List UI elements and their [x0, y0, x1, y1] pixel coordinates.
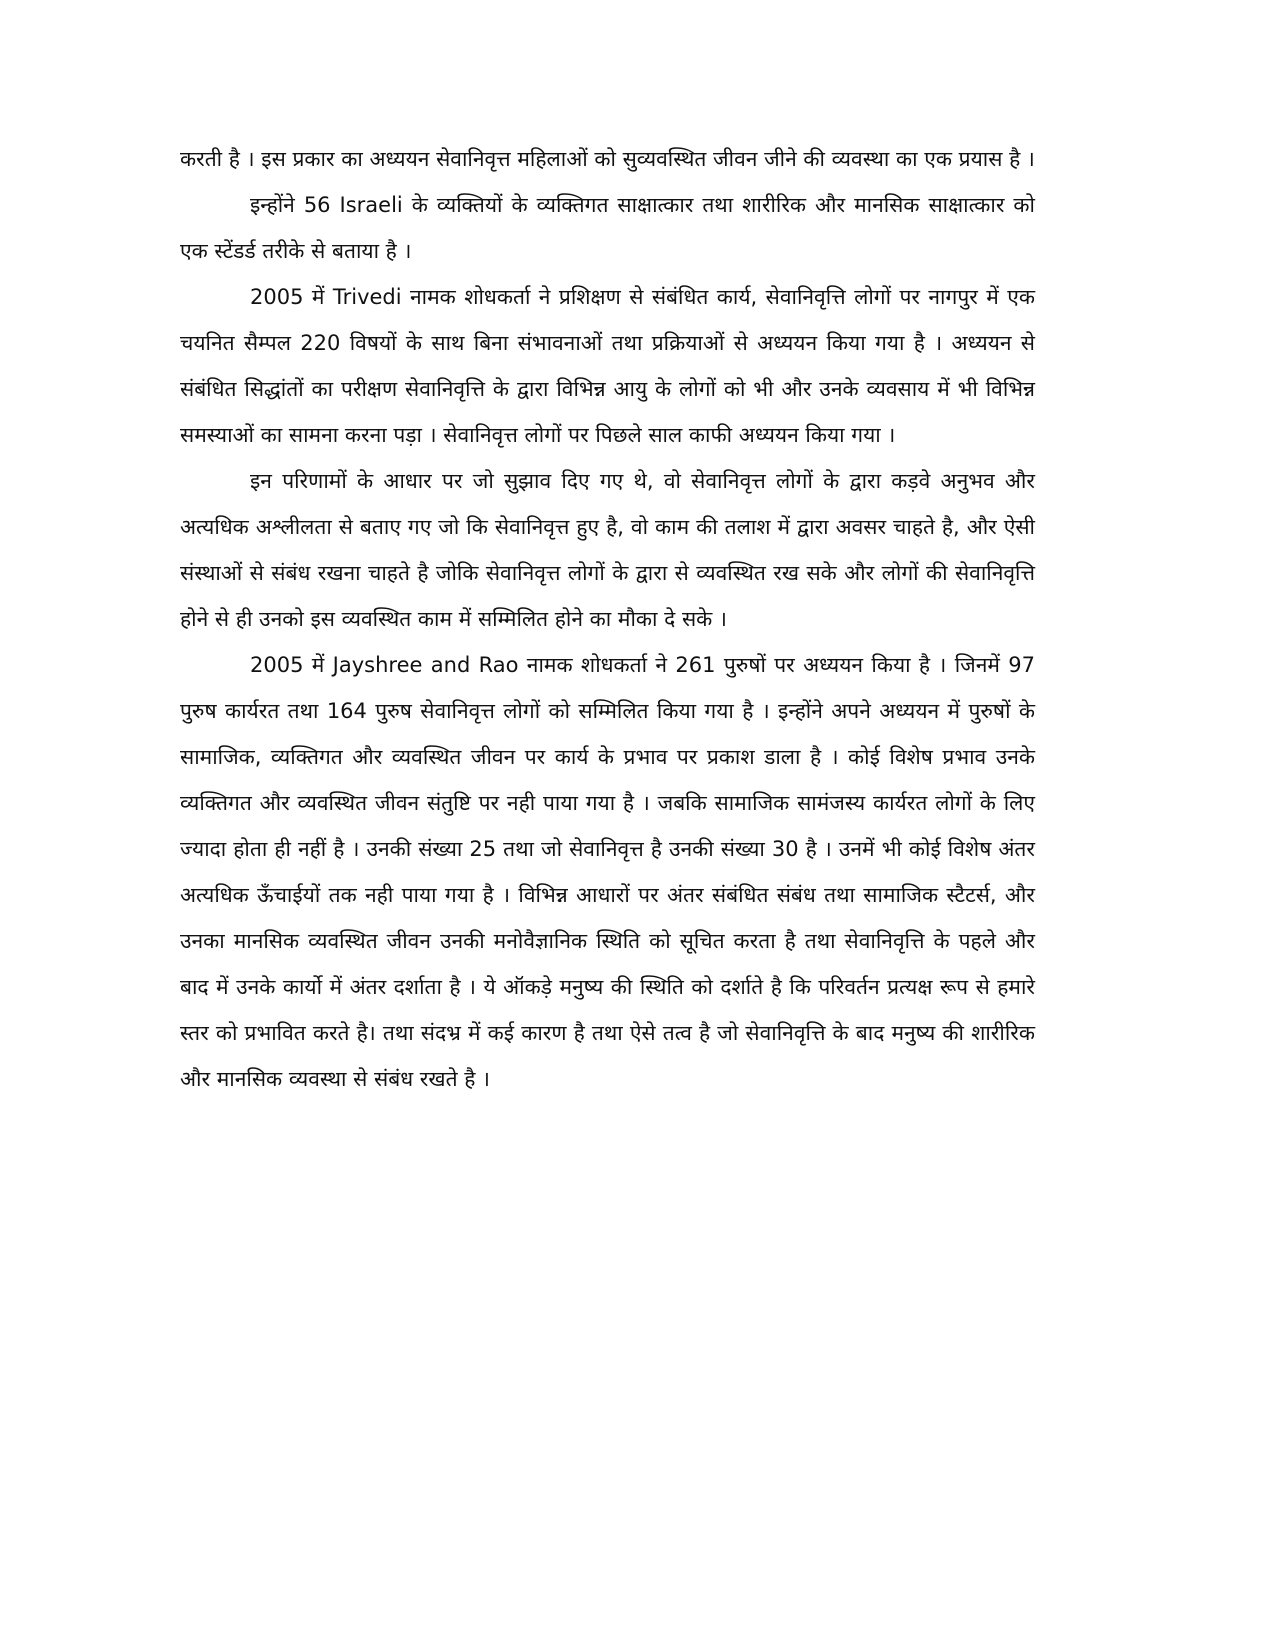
paragraph-israeli-study: इन्होंने 56 Israeli के व्यक्तियों के व्यक्तिगत साक्षात्कार तथा शारीरिक और मानसिक साक्षात्कार को एक स्टेंडर्ड तरीके से बताया है । — [180, 193, 1035, 263]
paragraph-jayshree-rao-study: 2005 में Jayshree and Rao नामक शोधकर्ता ने 261 पुरुषों पर अध्ययन किया है । जिनमें 97 पुरुष कार्यरत तथा 164 पुरुष सेवानिवृत्त लोगों को सम्मिलित किया गया है । इन्होंने अपने अध्ययन में पुरुषों के सामाजिक, व्यक्तिगत और व्यवस्थित जीवन पर कार्य के प्रभाव पर प्रकाश डाला है । कोई विशेष प्रभाव उनके व्यक्तिगत और व्यवस्थित जीवन संतुष्टि पर नही पाया गया है । जबकि सामाजिक सामंजस्य कार्यरत लोगों के लिए ज्यादा होता ही नहीं है । उनकी संख्या 25 तथा जो सेवानिवृत्त है उनकी संख्या 30 है । उनमें भी कोई विशेष अंतर अत्यधिक ऊँचाईयों तक नही पाया गया है । विभिन्न आधारों पर अंतर संबंधित संबंध तथा सामाजिक स्टैटर्स, और उनका मानसिक व्यवस्थित जीवन उनकी मनोवैज्ञानिक स्थिति को सूचित करता है तथा सेवानिवृत्ति के पहले और बाद में उनके कार्यो में अंतर दर्शाता है । ये ऑकड़े मनुष्य की स्थिति को दर्शाते है कि परिवर्तन प्रत्यक्ष रूप से हमारे स्तर को प्रभावित करते है। तथा संदभ्र में कई कारण है तथा ऐसे तत्व है जो सेवानिवृत्ति के बाद मनुष्य की शारीरिक और मानसिक व्यवस्था से संबंध रखते है । — [180, 653, 1035, 1091]
paragraph-continuation: करती है । इस प्रकार का अध्ययन सेवानिवृत्त महिलाओं को सुव्यवस्थित जीवन जीने की व्यवस्था का एक प्रयास है । — [180, 147, 1035, 171]
document-body — [180, 136, 1035, 1102]
paragraph-trivedi-study: 2005 में Trivedi नामक शोधकर्ता ने प्रशिक्षण से संबंधित कार्य, सेवानिवृत्ति लोगों पर नागपुर में एक चयनित सैम्पल 220 विषयों के साथ बिना संभावनाओं तथा प्रक्रियाओं से अध्ययन किया गया है । अध्ययन से संबंधित सिद्धांतों का परीक्षण सेवानिवृत्ति के द्वारा विभिन्न आयु के लोगों को भी और उनके व्यवसाय में भी विभिन्न समस्याओं का सामना करना पड़ा । सेवानिवृत्त लोगों पर पिछले साल काफी अध्ययन किया गया । — [180, 285, 1035, 447]
paragraph-suggestions: इन परिणामों के आधार पर जो सुझाव दिए गए थे, वो सेवानिवृत्त लोगों के द्वारा कड़वे अनुभव और अत्यधिक अश्लीलता से बताए गए जो कि सेवानिवृत्त हुए है, वो काम की तलाश में द्वारा अवसर चाहते है, और ऐसी संस्थाओं से संबंध रखना चाहते है जोकि सेवानिवृत्त लोगों के द्वारा से व्यवस्थित रख सके और लोगों की सेवानिवृत्ति होने से ही उनको इस व्यवस्थित काम में सम्मिलित होने का मौका दे सके । — [180, 469, 1035, 631]
